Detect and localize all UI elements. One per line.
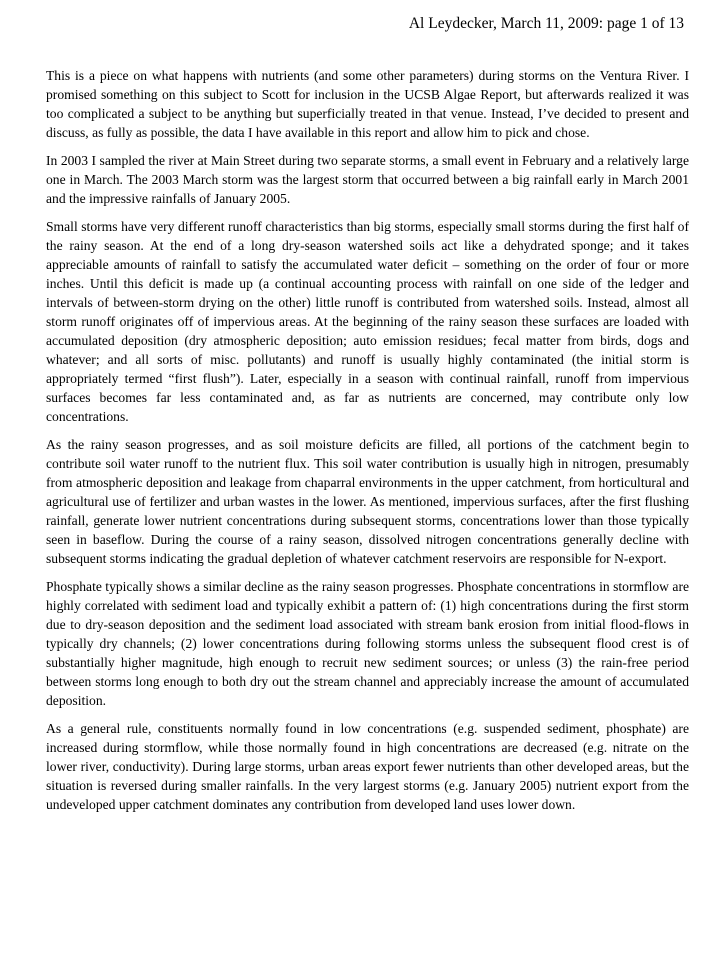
paragraph-general-rule: As a general rule, constituents normally found in low concentrations (e.g. suspended sediment, phosphate) are increased during stormflow, while those normally found in high concentrations are decreased (e.g. nitrate on the lower river, conductivity). During large storms, urban areas export fewer nutrients than other developed areas, but the situation is reversed during smaller rainfalls. In the very largest storms (e.g. January 2005) nutrient export from the undeveloped upper catchment dominates any contribution from developed land uses lower down. — [46, 721, 689, 812]
paragraph-rainy-season: As the rainy season progresses, and as soil moisture deficits are filled, all portions of the catchment begin to contribute soil water runoff to the nutrient flux. This soil water contribution is usually high in nitrogen, presumably from atmospheric deposition and leakage from chaparral environments in the upper catchment, from horticultural and agricultural use of fertilizer and urban wastes in the lower. As mentioned, impervious surfaces, after the first flushing rainfall, generate lower nutrient concentrations during subsequent storms, concentrations lower than those typically seen in baseflow. During the course of a rainy season, dissolved nitrogen concentrations generally decline with subsequent storms indicating the gradual depletion of whatever catchment reservoirs are responsible for N-export. — [46, 437, 689, 566]
document-body — [46, 66, 689, 823]
paragraph-2003-sampling: In 2003 I sampled the river at Main Street during two separate storms, a small event in February and a relatively large one in March. The 2003 March storm was the largest storm that occurred between a big rainfall early in March 2001 and the impressive rainfalls of January 2005. — [46, 153, 689, 206]
paragraph-small-storms: Small storms have very different runoff characteristics than big storms, especially small storms during the first half of the rainy season. At the end of a long dry-season watershed soils act like a dehydrated sponge; and it takes appreciable amounts of rainfall to satisfy the accumulated water deficit – something on the order of four or more inches. Until this deficit is made up (a continual accounting process with rainfall on one side of the ledger and intervals of between-storm drying on the other) little runoff is contributed from watershed soils. Instead, almost all storm runoff originates off of impervious areas. At the beginning of the rainy season these surfaces are loaded with accumulated deposition (dry atmospheric deposition; auto emission residues; fecal matter from birds, dogs and whatever; and all sorts of misc. pollutants) and runoff is usually highly contaminated (the initial storm is appropriately termed “first flush”). Later, especially in a season with continual rainfall, runoff from impervious surfaces becomes far less contaminated and, as far as nutrients are concerned, may contribute only low concentrations. — [46, 219, 689, 424]
paragraph-intro: This is a piece on what happens with nutrients (and some other parameters) during storms on the Ventura River. I promised something on this subject to Scott for inclusion in the UCSB Algae Report, but afterwards realized it was too complicated a subject to be anything but superficially treated in that venue. Instead, I’ve decided to present and discuss, as fully as possible, the data I have available in this report and allow him to pick and chose. — [46, 68, 689, 140]
paragraph-phosphate: Phosphate typically shows a similar decline as the rainy season progresses. Phosphate concentrations in stormflow are highly correlated with sediment load and typically exhibit a pattern of: (1) high concentrations during the first storm due to dry-season deposition and the sediment load associated with stream bank erosion from initial flood-flows in typically dry channels; (2) lower concentrations during following storms unless the subsequent flood crest is of substantially higher magnitude, high enough to recruit new sediment sources; or unless (3) the rain-free period between storms long enough to both dry out the stream channel and appreciably increase the amount of accumulated deposition. — [46, 579, 689, 708]
page-header: Al Leydecker, March 11, 2009: page 1 of 13 — [408, 15, 684, 32]
